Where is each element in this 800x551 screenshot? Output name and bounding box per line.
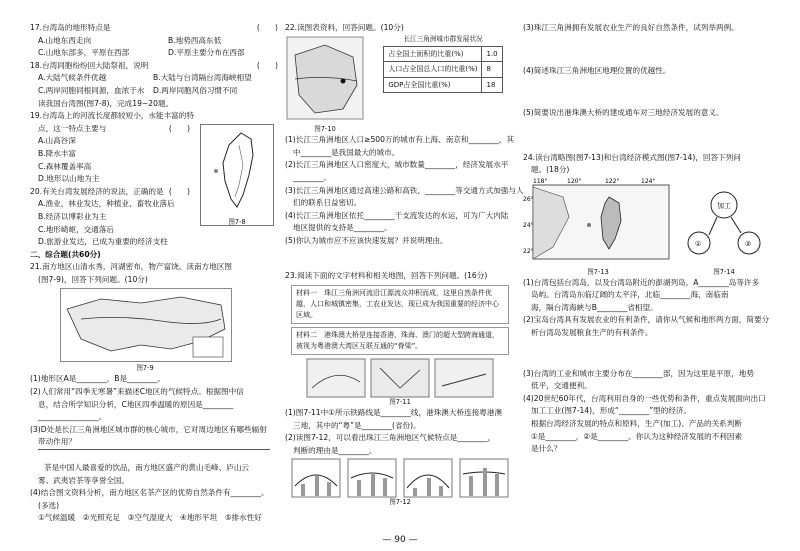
answer-space[interactable] — [523, 35, 775, 65]
lat-label: 24° — [523, 221, 534, 229]
q24-1-c: 海，隔台湾海峡与B________省相望。 — [531, 302, 658, 312]
answer-space[interactable] — [285, 248, 515, 270]
q23-1-b: 三地，其中的“粤”是________(省份)。 — [293, 420, 421, 430]
figure-7-12-caption: 图7-12 — [389, 497, 411, 506]
pearl-river-delta-map — [370, 358, 430, 398]
q22-1-b: 中________是我国最大的城市。 — [293, 147, 400, 157]
table-title: 长江三角洲城市群发展状况 — [403, 34, 483, 43]
q19-option-c[interactable]: C.森林覆盖率高 — [38, 161, 92, 171]
q24-4-d: ①是________，②是________。你认为这种经济发展的不利因素 — [531, 431, 743, 441]
q21-4: (4)结合图文资料分析，南方地区名茶产区的优势自然条件有________。 — [30, 488, 269, 498]
q17-option-a[interactable]: A.山地东西走向 — [38, 35, 92, 45]
lat-label: 22° — [523, 247, 534, 255]
left-column — [30, 22, 278, 525]
q22-3: (3)长江三角洲地区通过高速公路和高铁、________等交通方式加强与人 — [285, 185, 524, 195]
material-2: 材料二 港珠澳大桥是连接香港、珠海、澳门的超大型跨海通道，被视为粤港澳大湾区互联互通的“脊梁”。 — [291, 327, 509, 355]
q20-option-d[interactable]: D.旅游业发达，已成为重要的经济支柱 — [38, 237, 168, 247]
figure-7-10-caption: 图7-10 — [314, 125, 336, 134]
climate-chart-c — [403, 458, 453, 498]
q22-1: (1)长江三角洲地区人口≥500万的城市有上海、南京和________，其 — [285, 135, 515, 145]
q18-option-c[interactable]: C.两岸同胞同根同源，血浓于水 — [38, 85, 145, 95]
q18-note: 读我国台湾图(图7-8)，完成19~20题。 — [38, 98, 174, 108]
figure-7-9 — [60, 288, 232, 362]
guangdong-map — [306, 358, 366, 398]
figure-7-9-caption: 图7-9 — [136, 364, 154, 373]
q18-text: 18.台湾同胞纷纷回大陆祭祖，说明 — [30, 60, 149, 70]
figure-7-12 — [285, 458, 515, 498]
answer-space[interactable] — [523, 340, 775, 368]
lon-label: 124° — [641, 177, 656, 185]
penghu-islands — [214, 169, 218, 173]
lon-label: 120° — [567, 177, 582, 185]
right-column — [523, 22, 775, 456]
q24-3: (3)台湾的工业和城市主要分布在________部，因为这里是平原，地势 — [523, 368, 754, 378]
q21-2: (2)人们常用“四季无寒暑”来描述C地区的气候特点。根据图中信 — [30, 387, 244, 397]
data-table — [383, 46, 502, 94]
q21-tea-text: 茶是中国人最喜爱的饮品，南方地区盛产的黄山毛峰、庐山云 — [44, 463, 250, 473]
node-processing: 加工 — [717, 201, 731, 210]
q19-text-b: 点，这一特点主要与 — [38, 123, 107, 133]
page-number: — 90 — — [382, 535, 418, 545]
node-2: ② — [745, 239, 752, 248]
q21-tea-text-b: 雾、武夷岩茶等享誉全国。 — [38, 475, 130, 485]
penghu-marker — [587, 223, 591, 227]
q22-4: (4)长江三角洲地区依托________干支流发达的水运，可为广大内陆 — [285, 210, 509, 220]
q24-3-b: 低平，交通便利。 — [531, 381, 592, 391]
q22-4-b: 地区提供的支持是________。 — [293, 223, 392, 233]
figure-7-11 — [285, 358, 515, 398]
figure-7-11-caption: 图7-11 — [389, 398, 411, 407]
q24-4: (4)20世纪60年代，台湾利用自身的一些优势和条件，重点发展面向出口 — [523, 393, 766, 403]
q19-answer-paren[interactable]: ( ) — [168, 123, 190, 133]
q18-option-d[interactable]: D.两岸同胞风俗习惯不同 — [153, 85, 238, 95]
q21-2-b: 息，结合所学知识分析，C地区四季温暖的原因是________ — [38, 399, 234, 409]
q18-answer-paren[interactable]: ( ) — [256, 60, 278, 70]
q20-option-a[interactable]: A.渔业、林业发达，种植业、畜牧业落后 — [38, 199, 175, 209]
q20-option-b[interactable]: B.经济以博彩业为主 — [38, 211, 107, 221]
figure-7-10 — [285, 35, 365, 135]
table-row: GDP占全国比重(%) 18 — [384, 77, 502, 93]
south-sea-inset — [193, 337, 223, 357]
figure-7-13 — [523, 177, 673, 277]
climate-chart-d — [459, 458, 509, 498]
q21-4-multi: (多选) — [38, 500, 60, 510]
q24-2-b: 析台湾岛发展粮食生产的有利条件。 — [531, 327, 653, 337]
middle-column — [285, 22, 524, 507]
q19-option-b[interactable]: B.降水丰富 — [38, 148, 76, 158]
node-1: ① — [695, 239, 702, 248]
q19-option-d[interactable]: D.地形以山地为主 — [38, 174, 100, 184]
q17-answer-paren[interactable]: ( ) — [256, 23, 278, 32]
q20-text: 20.有关台湾发展经济的说法，正确的是 — [30, 186, 164, 196]
q21-4-options[interactable]: ①气候温暖 ②光照充足 ③空气湿度大 ④地形平坦 ⑤排水性好 — [38, 513, 262, 523]
question-18 — [30, 60, 278, 73]
q22-2: (2)长江三角洲地区人口密度大，城市数量________，经济发展水平 — [285, 160, 509, 170]
question-17 — [30, 22, 278, 35]
q24-text: 24.读台湾略图(图7-13)和台湾经济模式图(图7-14)，回答下列问 — [523, 152, 741, 162]
q24-1-b: 岛屿。台湾岛东临辽阔的太平洋，北临________海，南临南 — [531, 290, 729, 300]
figure-7-14 — [679, 177, 769, 277]
climate-chart-a — [291, 458, 341, 498]
data-table-block — [365, 35, 515, 135]
figure-7-13-caption: 图7-13 — [587, 267, 609, 276]
taiwan-sketch-map — [523, 177, 673, 263]
hk-zhuhai-macao-bridge-map — [434, 358, 494, 398]
lon-label: 122° — [605, 177, 620, 185]
q22-3-b: 们的联系日益密切。 — [293, 198, 362, 208]
shanghai-marker — [341, 78, 346, 83]
q19-option-a[interactable]: A.山高谷深 — [38, 136, 76, 146]
lon-label: 118° — [533, 177, 548, 185]
q24-2: (2)宝岛台湾具有发展农业的有利条件，请你从气候和地形两方面，简要分 — [523, 315, 770, 325]
q21-3: (3)D处是长江三角洲地区城市群的核心城市，它对周边地区有哪些辐射 — [30, 424, 267, 434]
table-row: 人口占全国总人口的比重(%) 8 — [384, 62, 502, 78]
q21-2-c: ________________。 — [38, 412, 107, 422]
q21-3-b: 带动作用？ — [38, 437, 76, 447]
q22-2-b: ________。 — [293, 172, 331, 182]
economic-model-diagram — [679, 177, 769, 263]
q22-text: 22.读图表资料，回答问题。(10分) — [285, 23, 404, 32]
q23-text: 23.阅读下面的文字材料和相关地图，回答下列问题。(16分) — [285, 270, 488, 280]
answer-space[interactable] — [523, 77, 775, 107]
q20-answer-paren[interactable]: ( ) — [168, 186, 190, 196]
figure-7-14-caption: 图7-14 — [713, 267, 735, 276]
lat-label: 26° — [523, 195, 534, 203]
q17-option-b[interactable]: B.地势西高东低 — [168, 35, 222, 45]
q24-text-b: 题。(18分) — [531, 165, 570, 175]
q18-option-b[interactable]: B.大陆与台湾隔台湾海峡相望 — [153, 73, 252, 83]
section-comprehensive: 二、综合题(共60分) — [30, 249, 101, 259]
q23-5: (5)简要说出港珠澳大桥的建成通车对三地经济发展的意义。 — [523, 108, 724, 118]
q23-2: (2)读图7-12，可以看出珠江三角洲地区气候特点是________， — [285, 433, 496, 443]
q23-4: (4)简述珠江三角洲地区地理位置的优越性。 — [523, 65, 671, 75]
figure-7-8 — [200, 124, 274, 226]
q23-3: (3)珠江三角洲拥有发展农业生产的良好自然条件，试列举两例。 — [523, 23, 739, 32]
figure-7-8-caption: 图7-8 — [228, 217, 246, 226]
q17-text: 17.台湾岛的地形特点是 — [30, 23, 111, 32]
yangtze-delta-map — [285, 35, 365, 121]
q22-5: (5)你认为城市应不应该快速发展？并说明理由。 — [285, 235, 448, 245]
q20-option-c[interactable]: C.地形崎岖，交通落后 — [38, 224, 115, 234]
q17-option-c[interactable]: C.山地东部多，平原在西部 — [38, 48, 130, 58]
answer-line[interactable] — [38, 449, 270, 462]
taiwan-map — [201, 125, 273, 213]
q24-figures — [523, 177, 775, 277]
table-row: 占全国土面积的比重(%) 1.0 — [384, 46, 502, 62]
q21-text: 21.南方地区山清水秀，河湖密布，物产富饶。读南方地区图 — [30, 262, 232, 272]
q21-1: (1)地形区A是________，B是________。 — [30, 374, 166, 384]
q24-1: (1)台湾包括台湾岛，以及台湾岛附近的澎湖列岛，A________岛等许多 — [523, 277, 760, 287]
q24-4-c: 根据台湾经济发展的特点和原料，生产(加工)、产品的关系判断 — [531, 418, 742, 428]
q17-option-d[interactable]: D.平原主要分布在西部 — [168, 48, 245, 58]
material-1: 材料一 珠江三角洲河流沿江源流众冲积而成，这里自然条件优越，人口和城镇密集，工农业发达，现已成为我国重要的经济中心区域。 — [291, 285, 509, 324]
answer-space[interactable] — [523, 120, 775, 152]
q23-2-b: 判断的理由是________。 — [293, 445, 377, 455]
q18-option-a[interactable]: A.大陆气候条件优越 — [38, 73, 107, 83]
climate-chart-b — [347, 458, 397, 498]
south-china-map — [61, 289, 231, 361]
q21-text-b: (图7-9)，回答下列问题。(10分) — [38, 274, 148, 284]
q24-4-b: 加工工业(图7-14)，形成“________”型的经济。 — [531, 406, 692, 416]
q19-text: 19.台湾岛上的河流长度都较短小，水能丰富的特 — [30, 111, 194, 121]
q24-4-e: 是什么？ — [531, 444, 562, 454]
q23-1: (1)图7-11中①所示铁路线是________线，港珠澳大桥连接粤港澳 — [285, 408, 503, 418]
